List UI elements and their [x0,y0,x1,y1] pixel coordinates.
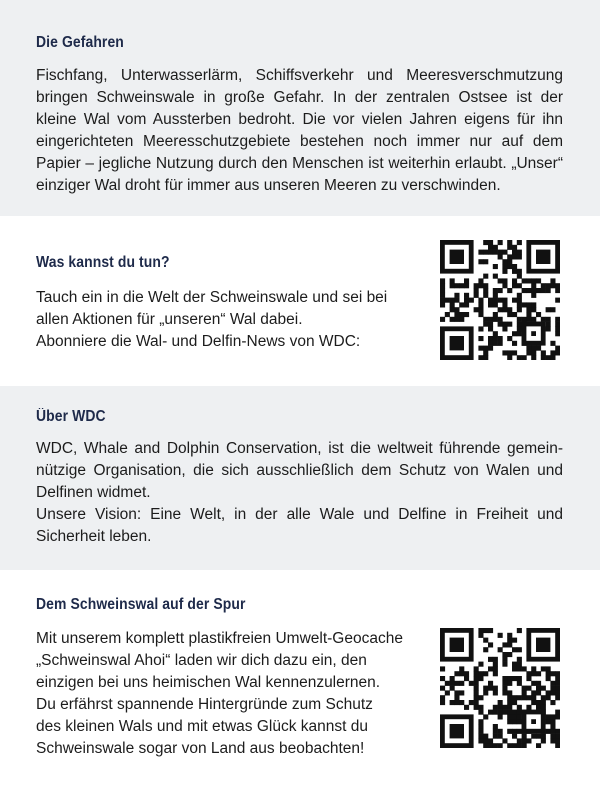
text-line: eingerichteten Meeresschutzgebiete bestehen noch immer nur auf dem [36,133,563,150]
text-line: Papier – jegliche Nutzung durch den Menschen ist weiterhin erlaubt. „Unser“ [36,155,563,172]
text-line: des kleinen Wals und mit etwas Glück kannst du [36,718,368,735]
section-about-wdc [0,386,600,570]
section-body [36,438,563,548]
text-line: nützige Organisation, die sich ausschließlich dem Schutz von Walen und [36,462,563,479]
section-title: Dem Schweinswal auf der Spur [36,596,246,613]
section-body [36,65,563,197]
text-line: kleine Wal vom Aussterben bedroht. Die vor vielen Jahren eigens für ihn [36,111,563,128]
text-line: Schweinswale sogar von Land aus beobachten! [36,740,365,757]
text-line: Tauch ein in die Welt der Schweinswale und sei bei [36,289,388,306]
section-title: Über WDC [36,408,106,425]
section-what-can-you-do [0,216,600,386]
text-line: einzigen bei uns heimischen Wal kennenzulernen. [36,674,381,691]
text-line: Delfinen widmet. [36,484,151,501]
text-line: einziger Wal droht für immer aus unseren Meeren zu verschwinden. [36,177,501,194]
section-body [36,287,387,353]
text-line: allen Aktionen für „unseren“ Wal dabei. [36,311,303,328]
section-body [36,628,403,760]
section-dangers [0,0,600,216]
section-title: Die Gefahren [36,34,124,51]
section-porpoise-trail [0,570,600,800]
text-line: Abonniere die Wal- und Delfin-News von WDC: [36,333,361,350]
text-line: Unsere Vision: Eine Welt, in der alle Wale und Delfine in Freiheit und [36,506,563,523]
qr-code-icon[interactable] [440,628,560,748]
text-line: „Schweinswal Ahoi“ laden wir dich dazu ein, den [36,652,367,669]
text-line: Du erfährst spannende Hintergründe zum Schutz [36,696,373,713]
text-line: WDC, Whale and Dolphin Conservation, ist die weltweit führende gemein- [36,440,563,457]
text-line: Mit unserem komplett plastikfreien Umwelt-Geocache [36,630,403,647]
section-title: Was kannst du tun? [36,254,170,271]
qr-code-icon[interactable] [440,240,560,360]
text-line: Sicherheit leben. [36,528,152,545]
text-line: bringen Schweinswale in große Gefahr. In der zentralen Ostsee ist der [36,89,563,106]
text-line: Fischfang, Unterwasserlärm, Schiffsverkehr und Meeresverschmutzung [36,67,563,84]
